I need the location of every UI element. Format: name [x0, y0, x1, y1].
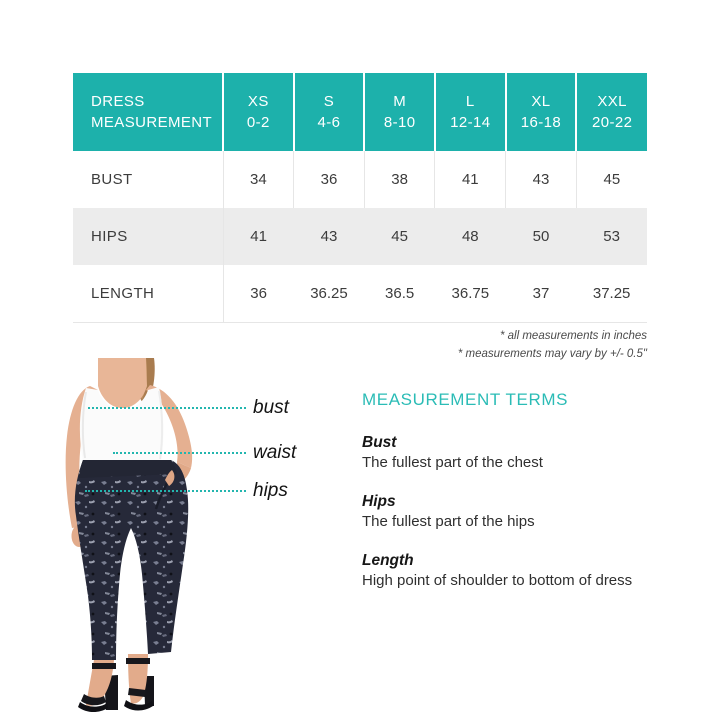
hips-value-xl: 50 [532, 228, 550, 245]
term-definition: The fullest part of the chest [362, 454, 543, 471]
size-label: XL [531, 93, 551, 110]
col-header-s [294, 73, 365, 151]
model-illustration [20, 358, 250, 720]
size-chart-table [73, 73, 647, 323]
length-value-xs: 36 [223, 265, 294, 322]
size-label: XXL [597, 93, 627, 110]
table-row-hips [73, 208, 647, 265]
hips-value-m: 45 [391, 228, 408, 245]
bust-value-s: 36 [294, 151, 365, 208]
table-title-cell [73, 73, 223, 151]
left-shoe [78, 660, 118, 712]
table-row-bust [73, 151, 647, 208]
term-name: Hips [362, 493, 396, 510]
model-photo [20, 358, 250, 720]
size-range: 8-10 [383, 114, 416, 131]
length-value-m: 36.5 [385, 284, 415, 302]
skin-neck-chest [98, 358, 147, 408]
bust-value-m: 38 [364, 151, 435, 208]
size-range: 12-14 [450, 114, 491, 131]
col-header-xxl [576, 73, 647, 151]
term-name: Bust [362, 434, 397, 451]
length-value-s: 36.25 [310, 284, 348, 302]
hips-value-s: 43 [320, 228, 338, 245]
footnote-variance: * measurements may vary by +/- 0.5" [457, 348, 647, 360]
term-item-bust [362, 434, 662, 471]
length-value-l: 36.75 [451, 284, 490, 302]
col-header-xl [506, 73, 577, 151]
right-shoe [124, 654, 154, 711]
length-value-xxl: 37.25 [592, 284, 631, 302]
size-range: 20-22 [591, 114, 633, 131]
length-value-xl: 37 [532, 284, 550, 302]
terms-heading: MEASUREMENT TERMS [362, 390, 569, 409]
footnote-inches: * all measurements in inches [499, 330, 647, 342]
hips-value-xs: 41 [223, 208, 294, 265]
table-title-line1: DRESS [91, 93, 145, 110]
measurement-terms-section [362, 390, 662, 611]
size-range: 4-6 [317, 114, 341, 131]
bust-value-xxl: 45 [576, 151, 647, 208]
bust-value-xl: 43 [506, 151, 577, 208]
row-label-length: LENGTH [91, 284, 155, 302]
size-label: L [465, 93, 475, 110]
table-row-length [73, 265, 647, 322]
col-header-l [435, 73, 506, 151]
size-range: 16-18 [520, 114, 562, 131]
hips-value-l: 48 [461, 228, 479, 245]
term-definition: High point of shoulder to bottom of dress [362, 572, 633, 589]
size-label: XS [247, 93, 269, 110]
waist-measure-line [113, 452, 246, 454]
table-title-line2: MEASUREMENT [91, 114, 213, 131]
footnotes [458, 327, 647, 363]
col-header-m [364, 73, 435, 151]
size-label: S [323, 93, 335, 110]
waist-label: waist [253, 442, 297, 463]
hips-label: hips [253, 480, 288, 501]
bust-label: bust [253, 397, 289, 418]
col-header-xs [223, 73, 294, 151]
term-definition: The fullest part of the hips [362, 513, 535, 530]
term-item-length [362, 552, 662, 589]
row-label-bust: BUST [91, 171, 133, 188]
bust-measure-line [88, 407, 246, 409]
row-label-hips: HIPS [91, 228, 128, 245]
bust-value-xs: 34 [223, 151, 294, 208]
size-label: M [393, 93, 407, 110]
hips-value-xxl: 53 [603, 228, 620, 245]
bust-value-l: 41 [435, 151, 506, 208]
term-item-hips [362, 493, 662, 530]
hips-measure-line [85, 490, 246, 492]
size-range: 0-2 [246, 114, 270, 131]
table-header-row [73, 73, 647, 151]
term-name: Length [362, 552, 414, 569]
